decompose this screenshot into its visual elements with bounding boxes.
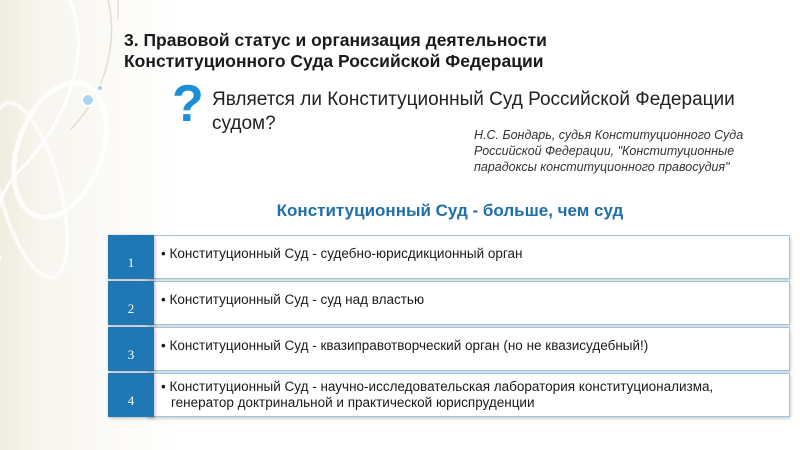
quote-line-3: парадоксы конституционного правосудия" — [474, 160, 730, 174]
list-item-3 — [108, 327, 790, 371]
question-text: Является ли Конституционный Суд Российской Федерации судом? — [212, 89, 735, 134]
item-text-3: • Конституционный Суд - квазиправотворческий орган (но не квазисудебный!) — [161, 338, 649, 353]
bubble-large — [82, 94, 94, 106]
page-title — [124, 30, 764, 72]
bubble-small — [97, 85, 103, 91]
list-item-1 — [108, 235, 790, 279]
item-text-4-line-1: • Конституционный Суд - научно-исследовательская лаборатория конституционализма, — [161, 379, 714, 394]
list-item-4 — [108, 373, 790, 417]
list-item-2 — [108, 281, 790, 325]
item-number-4: 4 — [108, 373, 154, 417]
section-subtitle: Конституционный Суд - больше, чем суд — [276, 201, 624, 220]
title-line-1: 3. Правовой статус и организация деятельности — [124, 30, 547, 50]
item-text-1: • Конституционный Суд - судебно-юрисдикционный орган — [161, 246, 523, 261]
title-line-2: Конституционного Суда Российской Федерации — [124, 51, 544, 71]
item-number-3: 3 — [108, 327, 154, 371]
quote-line-1: Н.С. Бондарь, судья Конституционного Суда — [474, 128, 744, 142]
item-number-1: 1 — [108, 235, 154, 279]
item-box-4 — [146, 373, 790, 417]
quote-attribution — [474, 127, 774, 175]
question-mark-icon: ? — [172, 75, 204, 133]
item-box-1 — [146, 235, 790, 279]
item-box-3 — [146, 327, 790, 371]
item-text-4 — [161, 379, 779, 411]
quote-line-2: Российской Федерации, "Конституционные — [474, 144, 735, 158]
item-text-4-line-2: генератор доктринальной и практической юриспруденции — [171, 395, 535, 410]
item-text-2: • Конституционный Суд - суд над властью — [161, 292, 425, 307]
item-box-2 — [146, 281, 790, 325]
item-number-2: 2 — [108, 281, 154, 325]
